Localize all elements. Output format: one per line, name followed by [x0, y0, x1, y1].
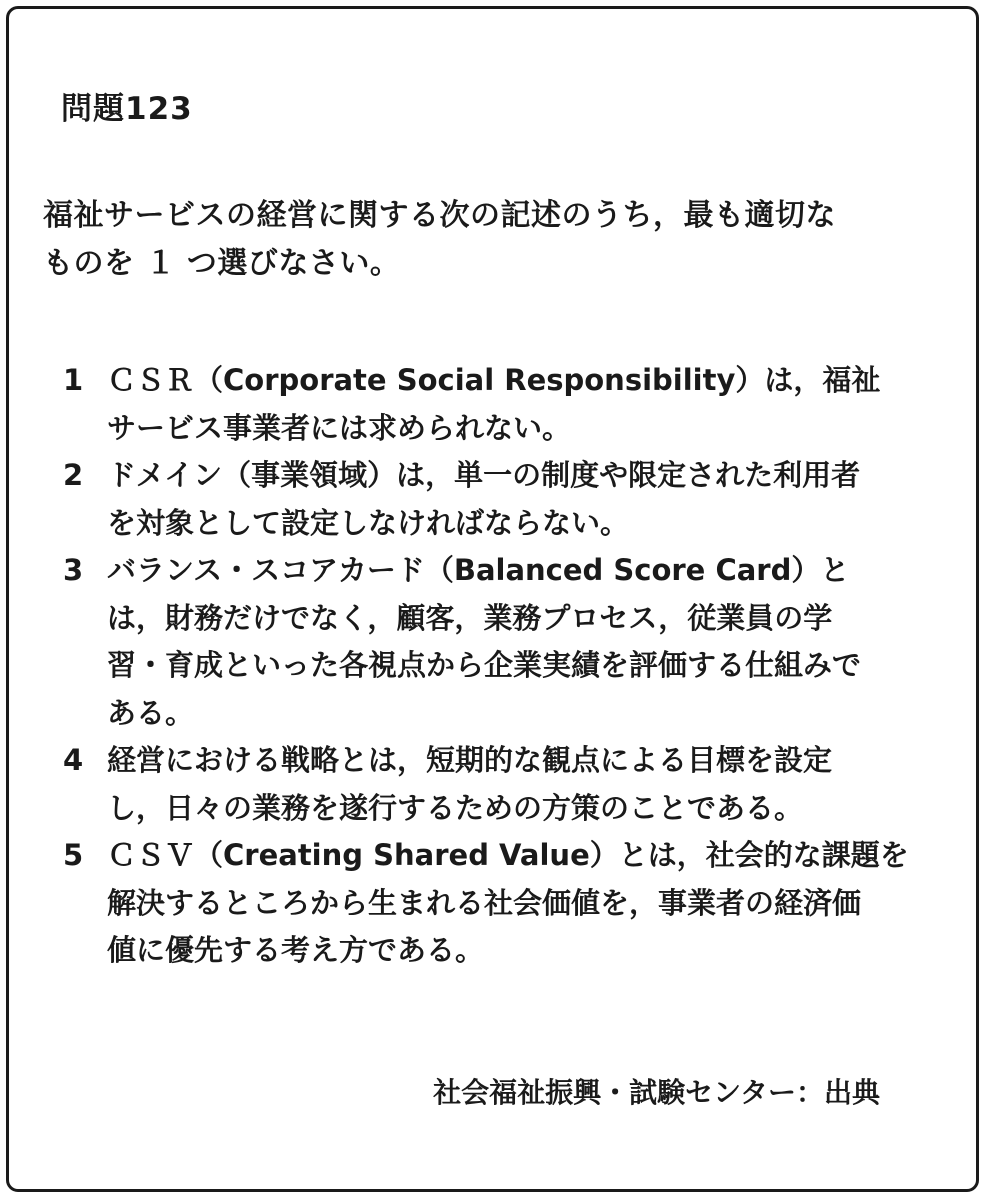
stem-line: 福祉サービスの経営に関する次の記述のうち，最も適切な: [43, 198, 836, 233]
option-text: [107, 832, 955, 975]
option-line: サービス事業者には求められない。: [107, 410, 572, 445]
option-number: 3: [63, 553, 84, 587]
option-3: [55, 547, 955, 737]
option-line: 解決するところから生まれる社会価値を，事業者の経済価: [107, 885, 862, 920]
option-line: ある。: [107, 695, 195, 730]
option-number: 5: [63, 838, 84, 872]
stem-line: ものを １ つ選びなさい。: [43, 246, 401, 281]
option-4: [55, 737, 955, 832]
option-line: 経営における戦略とは，短期的な観点による目標を設定: [107, 743, 833, 777]
question-stem: [43, 192, 963, 288]
option-line: ドメイン（事業領域）は，単一の制度や限定された利用者: [107, 458, 861, 492]
option-line: を対象として設定しなければならない。: [107, 505, 630, 540]
option-line: し，日々の業務を遂行するための方策のことである。: [107, 790, 804, 825]
option-line: 習・育成といった各視点から企業実績を評価する仕組みで: [107, 648, 862, 682]
question-number: 問題123: [61, 91, 193, 127]
option-number: 4: [63, 743, 84, 777]
option-5: [55, 832, 955, 975]
option-number: 2: [63, 458, 84, 492]
answer-options: [55, 357, 955, 975]
option-line: バランス・スコアカード（Balanced Score Card）と: [107, 553, 850, 587]
option-line: ＣＳＲ（Corporate Social Responsibility）は，福祉: [107, 363, 881, 397]
option-text: [107, 737, 955, 832]
option-number: 1: [63, 363, 84, 397]
option-line: は，財務だけでなく，顧客，業務プロセス，従業員の学: [107, 600, 833, 635]
option-line: 値に優先する考え方である。: [107, 933, 485, 967]
option-text: [107, 452, 955, 547]
option-2: [55, 452, 955, 547]
option-text: [107, 357, 955, 452]
question-card: [6, 6, 979, 1192]
option-text: [107, 547, 955, 737]
option-1: [55, 357, 955, 452]
source-credit: 社会福祉振興・試験センター：出典: [433, 1076, 880, 1109]
option-line: ＣＳＶ（Creating Shared Value）とは，社会的な課題を: [107, 838, 909, 872]
